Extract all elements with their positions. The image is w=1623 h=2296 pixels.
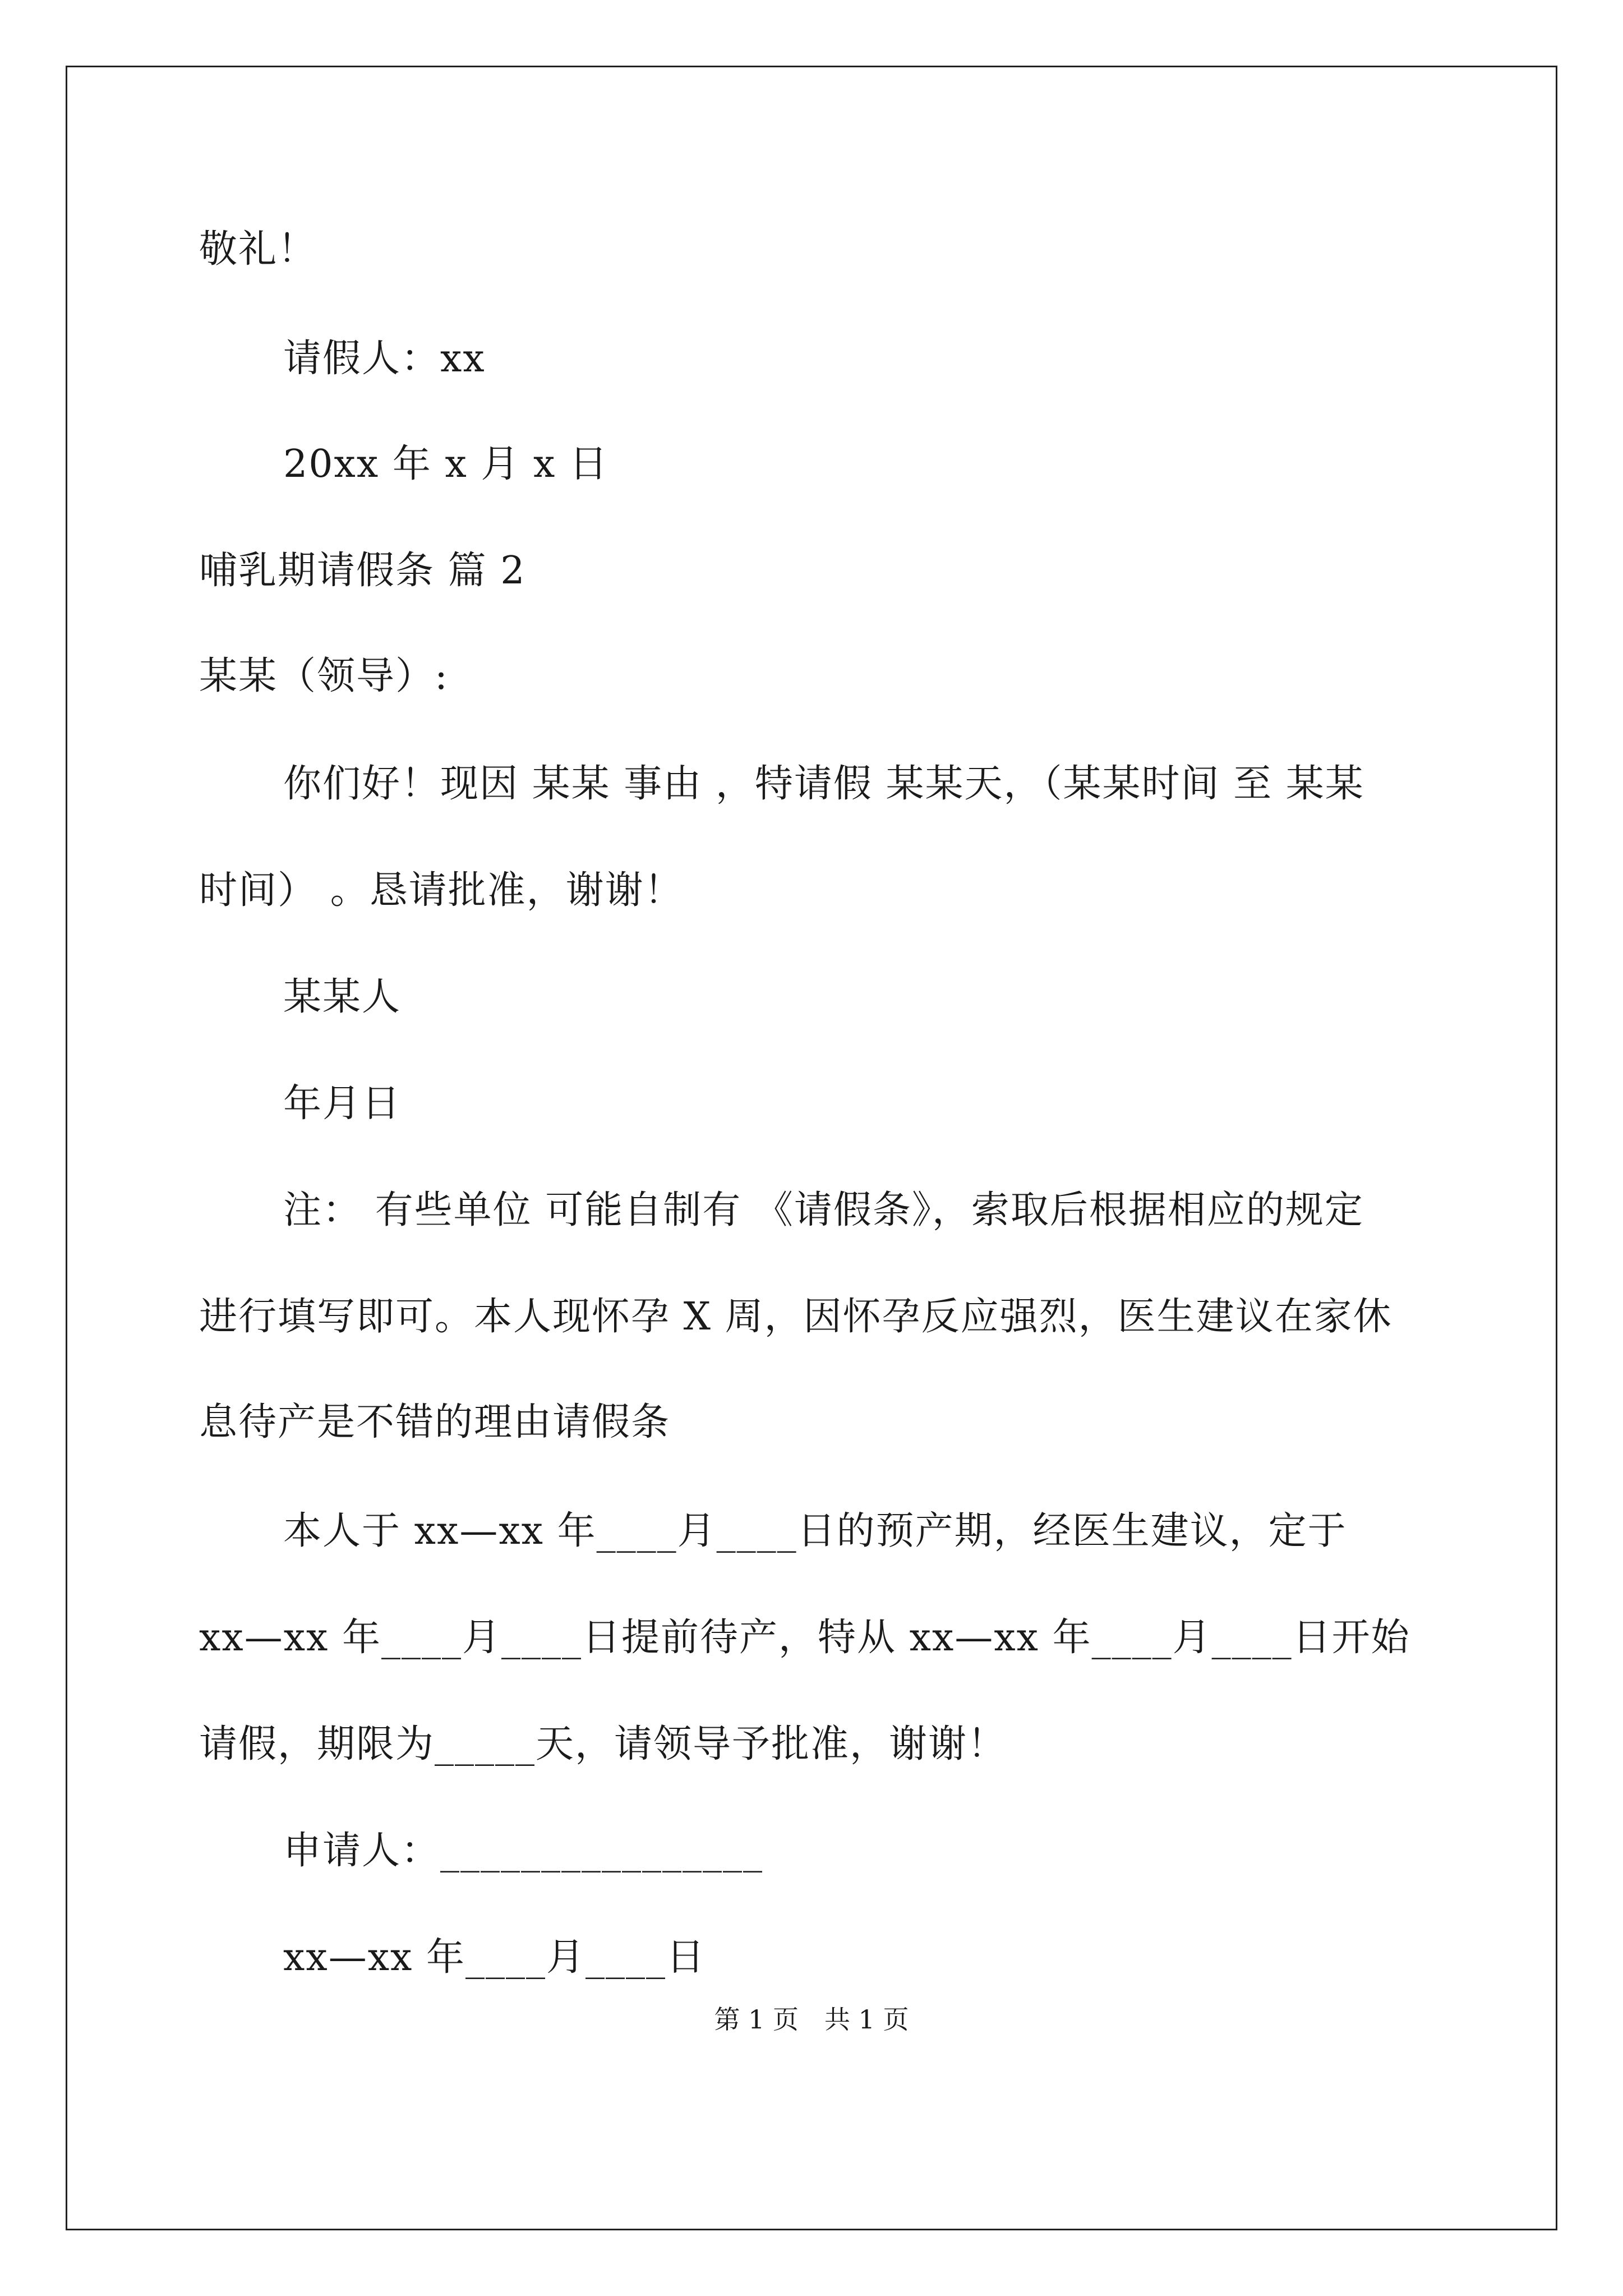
page-border	[66, 66, 1557, 2230]
application-date-line: xx—xx 年____月____日	[283, 1935, 706, 1980]
body-paragraph-1-line-1: 你们好！现因 某某 事由 ，特请假 某某天，（某某时间 至 某某	[283, 762, 1364, 806]
page-number-footer: 第 1 页 共 1 页	[714, 2004, 909, 2035]
salutation-closing: 敬礼！	[199, 227, 317, 272]
signature-name: 某某人	[283, 975, 402, 1019]
date-line: 20xx 年 x 月 x 日	[283, 442, 609, 486]
addressee-line: 某某（领导）:	[199, 654, 449, 698]
body-paragraph-1-line-2: 时间） 。恳请批准，谢谢！	[199, 868, 684, 913]
note-line-2: 进行填写即可。本人现怀孕 X 周，因怀孕反应强烈，医生建议在家休	[199, 1295, 1393, 1339]
body-paragraph-2-line-2: xx—xx 年____月____日提前待产，特从 xx—xx 年____月____日开始	[199, 1616, 1410, 1660]
requester-line: 请假人：xx	[283, 337, 486, 381]
signature-date: 年月日	[283, 1082, 402, 1126]
section-heading: 哺乳期请假条 篇 2	[199, 549, 526, 593]
note-line-1: 注： 有些单位 可能自制有 《请假条》，索取后根据相应的规定	[283, 1188, 1364, 1232]
body-paragraph-2-line-1: 本人于 xx—xx 年____月____日的预产期，经医生建议，定于	[283, 1509, 1347, 1553]
note-line-3: 息待产是不错的理由请假条	[199, 1400, 671, 1444]
applicant-line: 申请人：________________	[283, 1829, 764, 1873]
body-paragraph-2-line-3: 请假，期限为_____天，请领导予批准，谢谢！	[199, 1722, 1007, 1766]
